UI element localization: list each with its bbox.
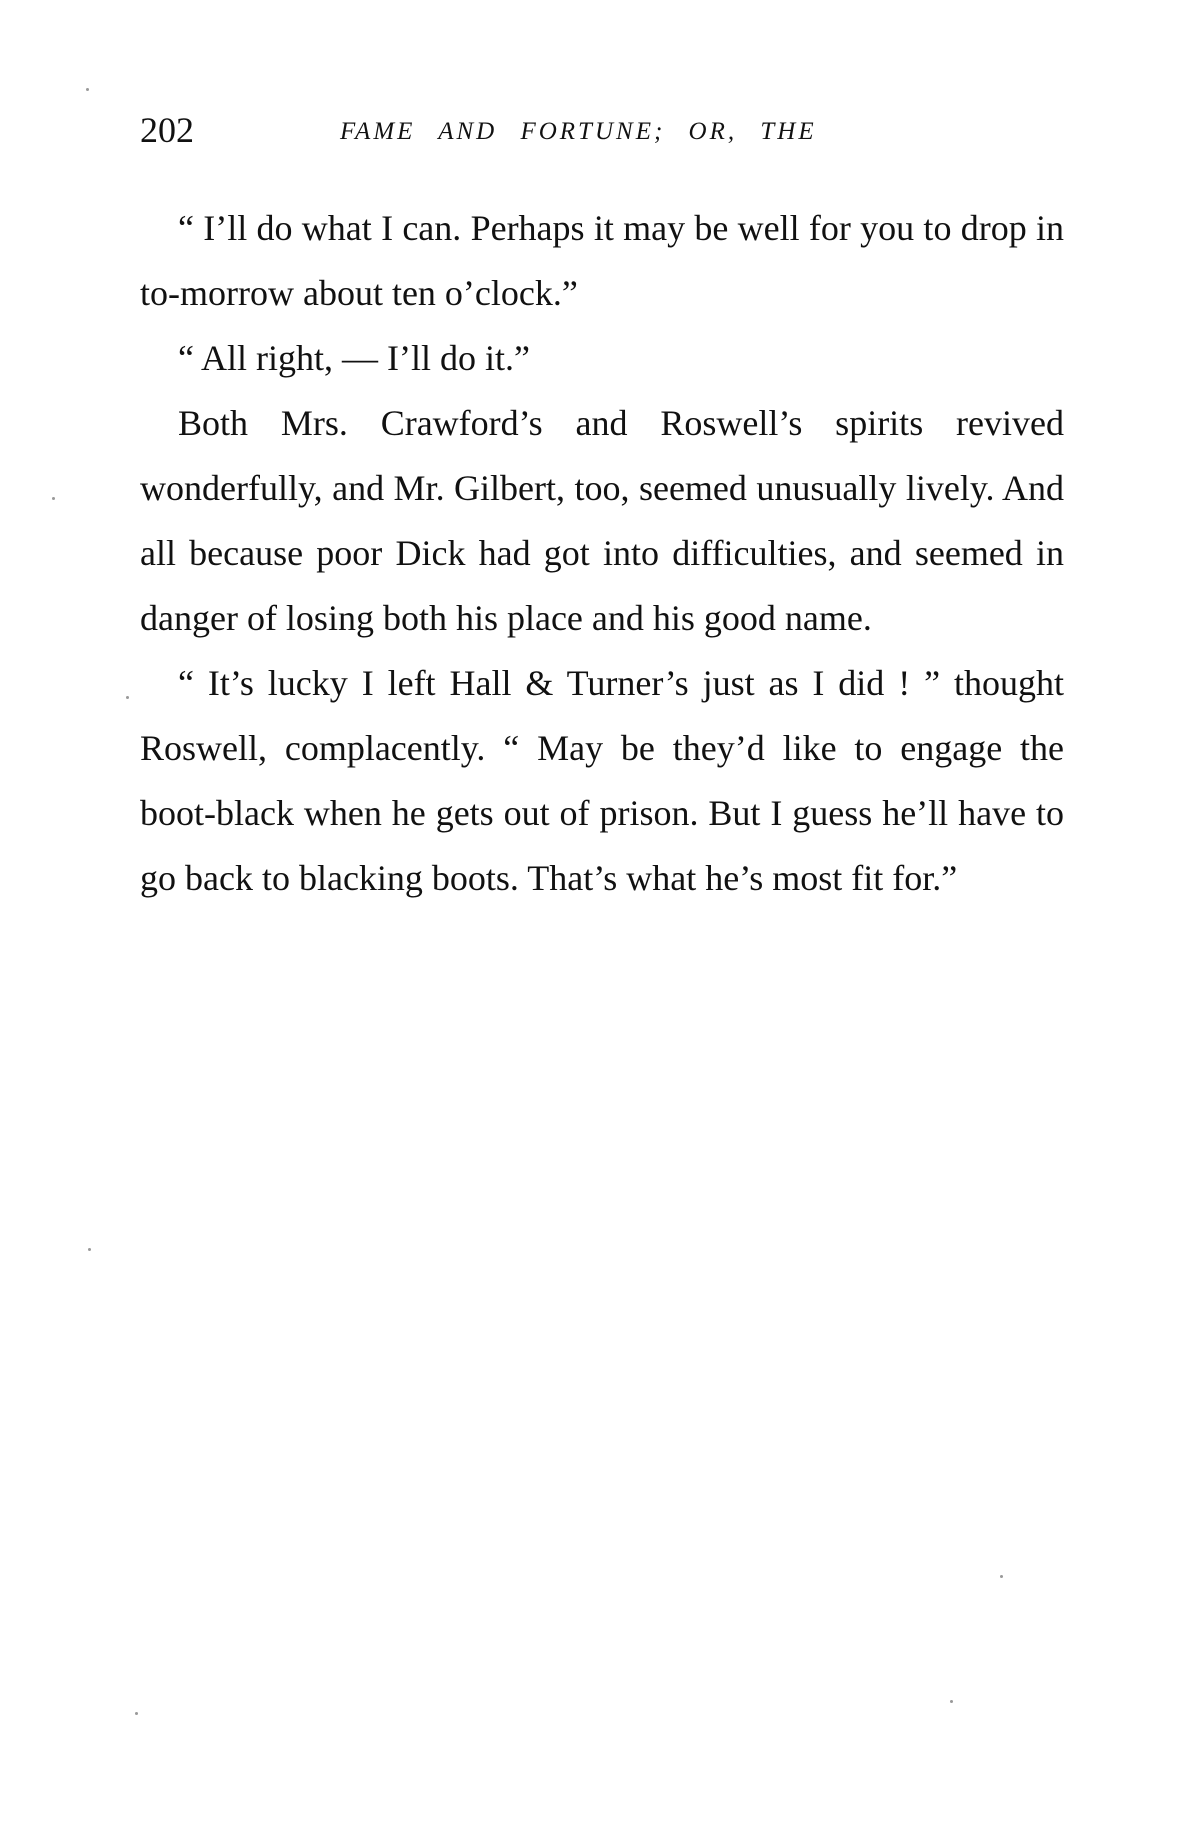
page-number: 202 [140,110,194,150]
scan-speck [88,1248,91,1251]
running-title: FAME AND FORTUNE; OR, THE [340,118,817,145]
scan-speck [126,696,129,699]
paragraph: Both Mrs. Crawford’s and Roswell’s spirits revived wonderfully, and Mr. Gilbert, too, seemed unusually lively. And all because poor Dick had got into difficulties, and seemed in danger of losing both his place and his good name. [140,403,1064,638]
scan-speck [950,1700,953,1703]
scan-speck [1000,1575,1003,1578]
scan-speck [86,88,89,91]
scan-speck [52,497,55,500]
scan-speck [135,1712,138,1715]
paragraph: “ It’s lucky I left Hall & Turner’s just as I did ! ” thought Roswell, complacently. “ May be they’d like to engage the boot-black when he gets out of prison. But I guess he’ll have to go back to blacking boots. That’s what he’s most fit for.” [140,663,1064,898]
running-head [140,108,1060,152]
body-text [140,196,1064,911]
paragraph: “ I’ll do what I can. Perhaps it may be well for you to drop in to-morrow about ten o’clock.” [140,208,1064,313]
paragraph: “ All right, — I’ll do it.” [178,338,530,378]
